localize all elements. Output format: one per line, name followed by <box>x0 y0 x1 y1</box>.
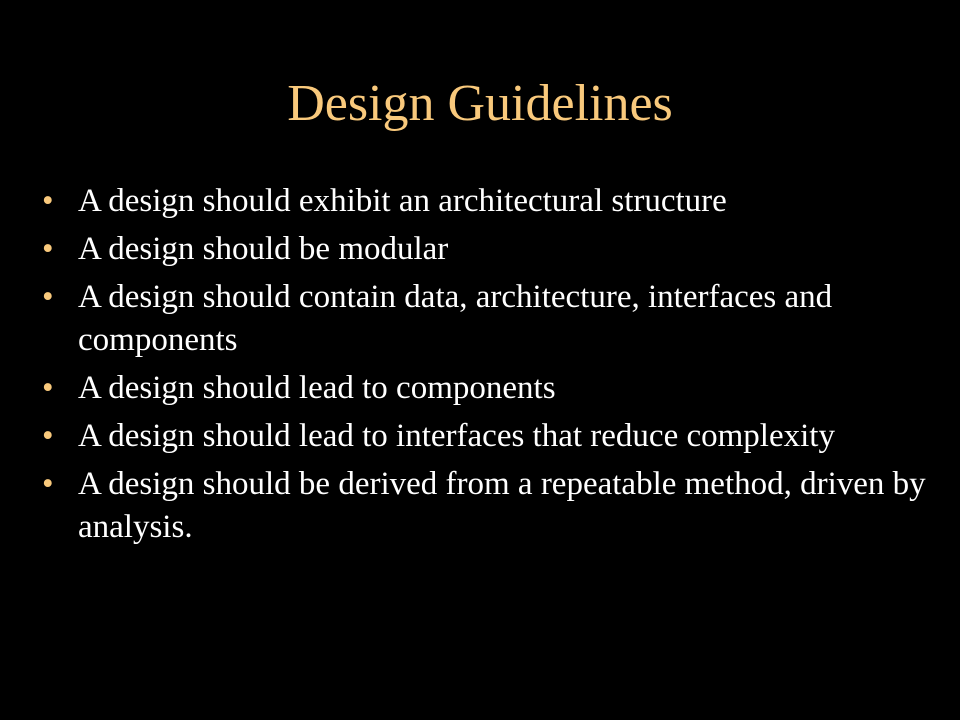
bullet-text: A design should be modular <box>78 231 449 267</box>
bullet-marker: • <box>42 231 54 267</box>
bullet-item <box>42 367 942 410</box>
bullet-marker: • <box>42 466 54 502</box>
bullet-item <box>42 415 942 458</box>
bullet-marker: • <box>42 183 54 219</box>
slide-title: Design Guidelines <box>287 75 673 132</box>
bullet-item <box>42 180 942 223</box>
bullet-list <box>42 180 942 554</box>
bullet-item <box>42 463 942 549</box>
bullet-marker: • <box>42 418 54 454</box>
bullet-text: A design should lead to interfaces that reduce complexity <box>78 418 835 454</box>
bullet-text: A design should contain data, architecture, interfaces and components <box>78 279 833 358</box>
bullet-text: A design should lead to components <box>78 370 556 406</box>
bullet-item <box>42 276 942 362</box>
bullet-text: A design should exhibit an architectural structure <box>78 183 727 219</box>
bullet-item <box>42 228 942 271</box>
bullet-text: A design should be derived from a repeatable method, driven by analysis. <box>78 466 926 545</box>
bullet-marker: • <box>42 279 54 315</box>
bullet-marker: • <box>42 370 54 406</box>
